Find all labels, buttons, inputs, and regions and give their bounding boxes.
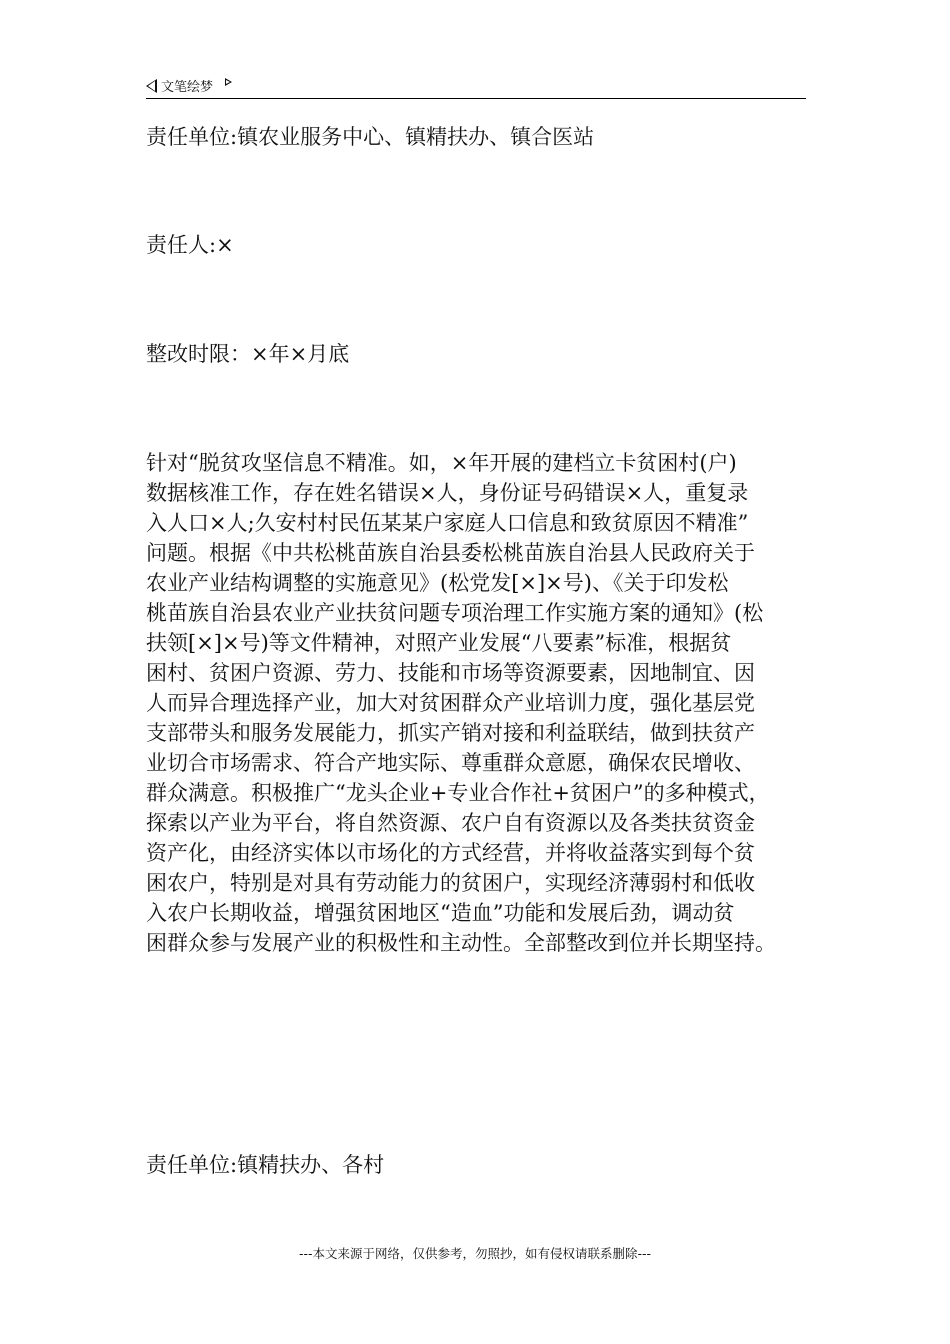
paragraph-line: 数据核准工作，存在姓名错误×人，身份证号码错误×人，重复录: [146, 481, 749, 505]
paragraph-line: 入农户长期收益，增强贫困地区“造血”功能和发展后劲，调动贫: [146, 901, 735, 925]
responsible-unit-line: 责任单位:镇农业服务中心、镇精扶办、镇合医站: [146, 125, 595, 149]
paragraph-line: 资产化，由经济实体以市场化的方式经营，并将收益落实到每个贫: [146, 841, 755, 865]
responsible-unit-line-2: 责任单位:镇精扶办、各村: [146, 1153, 385, 1177]
paragraph-line: 困农户，特别是对具有劳动能力的贫困户，实现经济薄弱村和低收: [146, 871, 755, 895]
paragraph-line: 困村、贫困户资源、劳力、技能和市场等资源要素，因地制宜、因: [146, 661, 755, 685]
page-header: [146, 74, 806, 99]
left-triangle-icon: [146, 79, 157, 93]
paragraph-line: 业切合市场需求、符合产地实际、尊重群众意愿，确保农民增收、: [146, 751, 755, 775]
responsible-person-line: 责任人:×: [146, 233, 234, 257]
paragraph-line: 探索以产业为平台，将自然资源、农户自有资源以及各类扶贫资金: [146, 811, 755, 835]
brand: [146, 76, 232, 95]
deadline-line: 整改时限：×年×月底: [146, 342, 350, 366]
paragraph-line: 针对“脱贫攻坚信息不精准。如，×年开展的建档立卡贫困村(户): [146, 451, 737, 475]
paragraph-line: 人而异合理选择产业，加大对贫困群众产业培训力度，强化基层党: [146, 691, 755, 715]
paragraph-line: 困群众参与发展产业的积极性和主动性。全部整改到位并长期坚持。: [146, 931, 776, 955]
paragraph-line: 问题。根据《中共松桃苗族自治县委松桃苗族自治县人民政府关于: [146, 541, 755, 565]
paragraph-line: 支部带头和服务发展能力，抓实产销对接和利益联结，做到扶贫产: [146, 721, 755, 745]
footer-notice: ---本文来源于网络，仅供参考，勿照抄，如有侵权请联系删除---: [298, 1246, 652, 1261]
paragraph-line: 群众满意。积极推广“龙头企业+专业合作社+贫困户”的多种模式，: [146, 781, 770, 805]
paragraph-line: 扶领[×]×号)等文件精神，对照产业发展“八要素”标准，根据贫: [146, 631, 732, 655]
paragraph-line: 农业产业结构调整的实施意见》(松党发[×]×号)、《关于印发松: [146, 571, 729, 595]
paragraph-line: 桃苗族自治县农业产业扶贫问题专项治理工作实施方案的通知》(松: [146, 601, 764, 625]
body-paragraph: [146, 448, 816, 958]
brand-name: 文笔绘梦: [161, 80, 214, 95]
right-triangle-icon: [225, 78, 232, 86]
paragraph-line: 入人口×人;久安村村民伍某某户家庭人口信息和致贫原因不精准”: [146, 511, 749, 535]
